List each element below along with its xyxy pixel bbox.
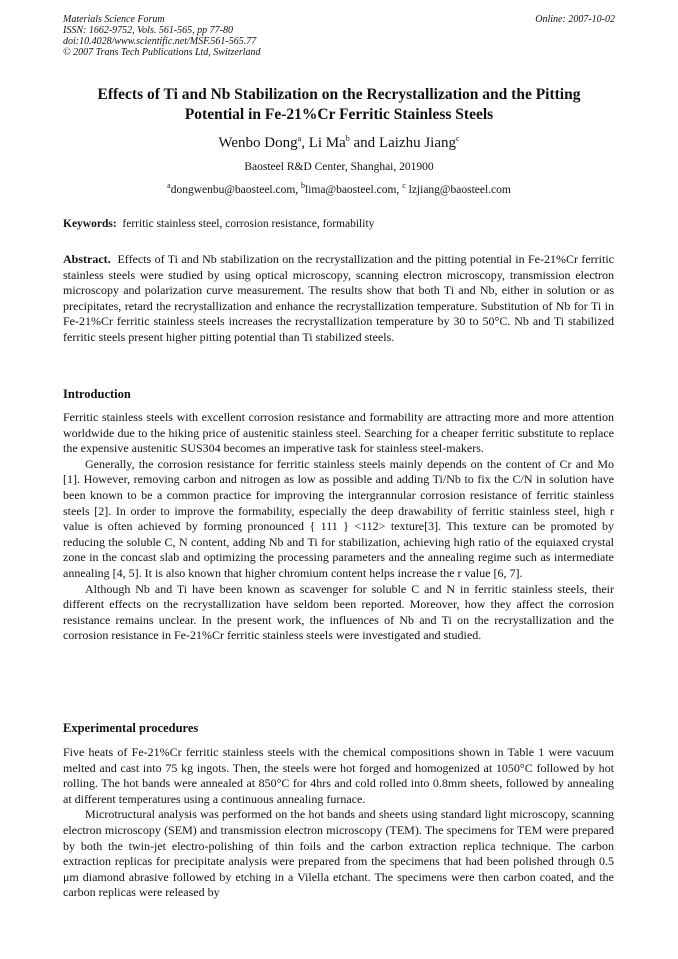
author-separator: and xyxy=(349,135,379,151)
email-link[interactable]: lzjiang@baosteel.com xyxy=(405,183,511,196)
exp-paragraph-1: Five heats of Fe-21%Cr ferritic stainless steels with the chemical compositions shown in Table 1 were vacuum melted and cast into 75 kg ingots. Then, the steels were hot forged and homogenized at 1050°C followed by hot rolling. The hot bands were annealed at 850°C for 4hrs and cold rolled into 0.8mm sheets, followed by annealing at different temperatures using a continuous annealing furnace. xyxy=(63,745,614,806)
author-list xyxy=(0,134,678,152)
author-separator: , xyxy=(301,135,309,151)
email-link[interactable]: dongwenbu@baosteel.com, xyxy=(170,183,302,196)
online-date: Online: 2007-10-02 xyxy=(535,14,615,25)
affiliation: Baosteel R&D Center, Shanghai, 201900 xyxy=(244,161,434,173)
author-sup: c xyxy=(456,134,460,143)
email-link[interactable]: lima@baosteel.com, xyxy=(305,183,403,196)
author-emails xyxy=(0,181,678,196)
author-name: Wenbo Dong xyxy=(218,135,298,151)
paper-title xyxy=(40,85,638,125)
journal-header xyxy=(63,14,261,58)
email-sup: c xyxy=(402,181,406,190)
intro-paragraph-3: Although Nb and Ti have been known as scavenger for soluble C and N in ferritic stainless steels, their different effects on the recrystallization have seldom been reported. Moreover, how they affect the corrosion resistance remains unclear. In the present work, the influences of Nb and Ti on the recrystallization and the corrosion resistance in Fe-21%Cr ferritic stainless steels were investigated and studied. xyxy=(63,581,614,643)
keywords-label: Keywords: xyxy=(63,218,117,230)
experimental-heading: Experimental procedures xyxy=(63,721,199,735)
experimental-body xyxy=(63,745,614,901)
author-name: Li Ma xyxy=(308,135,346,151)
title-line-1: Effects of Ti and Nb Stabilization on the Recrystallization and the Pitting xyxy=(97,86,581,103)
intro-paragraph-1: Ferritic stainless steels with excellent corrosion resistance and formability are attracting more and more attention worldwide due to the hiking price of austenitic stainless steel. Searching for a cheaper ferritic substitute to replace the expensive austenitic SUS304 becomes an imperative task for stainless steel-makers. xyxy=(63,410,614,456)
abstract-label: Abstract. xyxy=(63,252,111,266)
exp-paragraph-2: Microtructural analysis was performed on the hot bands and sheets using standard light microscopy, scanning electron microscopy (SEM) and transmission electron microscopy (TEM). The specimens for TEM were prepared by both the twin-jet electro-polishing of thin foils and the carbon extraction replica technique. The carbon extraction replicas for precipitate analysis were prepared from the specimens that had been polished through 0.5 μm diamond abrasive followed by etching in a Vilella etchant. The specimens were then carbon coated, and the carbon replicas were released by xyxy=(63,807,614,900)
author-name: Laizhu Jiang xyxy=(378,135,456,151)
keywords-text: ferritic stainless steel, corrosion resistance, formability xyxy=(122,218,375,230)
email-sup: b xyxy=(301,181,306,190)
intro-paragraph-2: Generally, the corrosion resistance for ferritic stainless steels mainly depends on the content of Cr and Mo [1]. However, removing carbon and nitrogen as low as possible and adding Ti/Nb to fix the C/N in solution have been known to be a common practice for improving the intergrannular corrosion resistance of ferritic stainless steels [2]. In order to improve the formability, especially the deep drawability of ferritic stainless steel, high r value is often achieved by forming pronounced { 111 } <112> texture[3]. This texture can be promoted by reducing the soluble C, N content, adding Nb and Ti for stabilization, achieving high ratio of the equiaxed crystal zone in the concast slab and optimizing the processing parameters and the annealing regime such as intermediate annealing [4, 5]. It is also known that higher chromium content helps increase the r value [6, 7]. xyxy=(63,456,614,580)
copyright-line: © 2007 Trans Tech Publications Ltd, Switzerland xyxy=(63,47,261,58)
doi-line: doi:10.4028/www.scientific.net/MSF.561-565.77 xyxy=(63,36,257,47)
issn-line: ISSN: 1662-9752, Vols. 561-565, pp 77-80 xyxy=(63,25,233,36)
email-sup: a xyxy=(167,181,171,190)
author-sup: a xyxy=(297,134,302,143)
abstract xyxy=(63,252,614,346)
introduction-body xyxy=(63,410,614,644)
introduction-heading: Introduction xyxy=(63,387,131,401)
title-line-2: Potential in Fe-21%Cr Ferritic Stainless Steels xyxy=(184,106,494,123)
keywords xyxy=(63,218,374,230)
journal-name: Materials Science Forum xyxy=(63,14,165,25)
author-sup: b xyxy=(345,134,350,143)
abstract-text: Effects of Ti and Nb stabilization on the recrystallization and the pitting potential in Fe-21%Cr ferritic stainless steels were studied by using optical microscopy, scanning electron microscopy, transmission electron microscopy and polarization curve measurement. The results show that both Ti and Nb, either in solution or as precipitates, retard the recrystallization and enhance the recrystallization temperature. Substitution of Nb for Ti in Fe-21%Cr ferritic stainless steels increases the recrystallization temperature by 30 to 50°C. Nb and Ti stabilized ferritic steels present higher pitting potential than Ti stabilized steels. xyxy=(63,252,615,344)
